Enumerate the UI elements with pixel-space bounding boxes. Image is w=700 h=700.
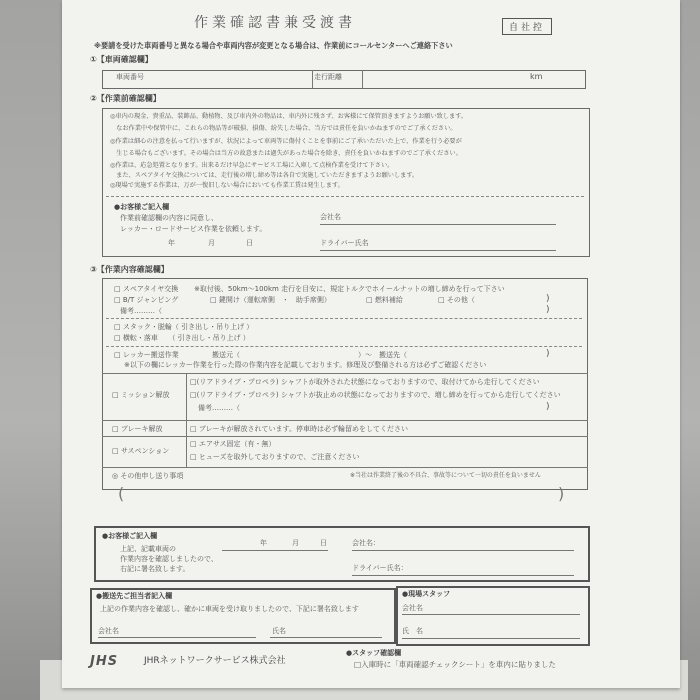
customer-heading: ●お客様ご記入欄 bbox=[114, 203, 170, 211]
paren-close: ) bbox=[558, 484, 565, 503]
paren-close: ) bbox=[546, 294, 550, 304]
remarks-label: 備考………（ bbox=[198, 404, 240, 412]
note-line: なお作業中や保管中に、これらの物品等が破損、損傷、紛失した場合、当方では責任を負いかねますのでご了承ください。 bbox=[110, 125, 457, 132]
driver-label: ドライバー氏名 bbox=[320, 239, 369, 247]
date-day: 日 bbox=[320, 539, 327, 547]
customer2-heading: ●お客様ご記入欄 bbox=[102, 532, 158, 540]
stack-check: □ スタック・脱輪（ 引き出し・吊り上げ ） bbox=[114, 323, 254, 331]
customer2-text: 上記、記載車両の bbox=[120, 545, 176, 553]
other-items-label: ◎ その他申し送り事項 bbox=[112, 472, 184, 480]
divider bbox=[312, 70, 313, 88]
suspension-option: □ ヒューズを取外しておりますので、ご注意ください bbox=[190, 453, 360, 461]
site-staff-heading: ●現場スタッフ bbox=[402, 590, 451, 598]
note-line: 生じる場合もございます。その場合は当方の故意または過失があった場合を除き、責任を負いかねますのでご了承ください。 bbox=[110, 150, 462, 157]
dashed-divider bbox=[106, 346, 582, 347]
company-label: 会社名 bbox=[402, 604, 423, 612]
name-label: 氏 名 bbox=[402, 627, 423, 635]
staff-check-item: □入庫時に「車両確認チェックシート」を車内に貼りました bbox=[354, 660, 556, 669]
driver-label: ドライバー氏名： bbox=[352, 564, 408, 572]
signature-line bbox=[320, 224, 556, 225]
signature-line bbox=[352, 550, 574, 551]
signature-line bbox=[222, 550, 328, 551]
date-month: 月 bbox=[292, 539, 299, 547]
signature-line bbox=[402, 614, 580, 615]
document-sheet bbox=[62, 0, 680, 688]
company-logo: JHS bbox=[90, 654, 119, 669]
signature-line bbox=[352, 575, 574, 576]
mission-option: □(リアドライブ・プロペラ) シャフトが取外された状態になっておりますので、取付けてから走行してください bbox=[190, 378, 540, 386]
spare-tire-check: □ スペアタイヤ交換 bbox=[114, 285, 179, 293]
tow-from: 搬送元（ bbox=[212, 351, 240, 359]
company-label: 会社名： bbox=[352, 539, 380, 547]
customer2-text: 右記に署名致します。 bbox=[120, 565, 190, 573]
page-title: 作業確認書兼受渡書 bbox=[194, 15, 356, 31]
suspension-label: □ サスペンション bbox=[112, 447, 170, 455]
receiver-text: 上記の作業内容を確認し、確かに車両を受け取りましたので、下記に署名致します bbox=[100, 605, 359, 613]
signature-line bbox=[320, 250, 556, 251]
receiver-heading: ●搬送先ご担当者記入欄 bbox=[96, 592, 173, 600]
signature-line bbox=[270, 637, 382, 638]
liability-note: ※当社は作業終了後の不具合、事故等について一切の責任を負いません bbox=[350, 472, 541, 479]
company-name: JHRネットワークサービス株式会社 bbox=[144, 656, 286, 666]
header-notice: ※要請を受けた車両番号と異なる場合や車両内容が変更となる場合は、作業前にコールセンターへご連絡下さい bbox=[94, 41, 453, 50]
grid-line bbox=[102, 373, 588, 374]
customer-text: 作業前確認欄の内容に同意し、 bbox=[120, 214, 218, 222]
mission-label: □ ミッション解放 bbox=[112, 391, 170, 399]
note-line: ◎現場で実施する作業は、万が一復旧しない場合においても作業工賃は発生します。 bbox=[110, 182, 344, 189]
brake-text: □ ブレーキが解放されています。停車時は必ず輪留めをしてください bbox=[190, 425, 408, 433]
mileage-unit: km bbox=[530, 72, 543, 81]
spare-tire-note: ※取付後、50km〜100km 走行を目安に、規定トルクでホイールナットの増し締めを行って下さい bbox=[194, 285, 505, 293]
section3-heading: ③【作業内容確認欄】 bbox=[90, 265, 169, 274]
rollover-check: □ 横転・落車 （ 引き出し・吊り上げ ） bbox=[114, 334, 250, 342]
company-label: 会社名 bbox=[98, 627, 119, 635]
dashed-divider bbox=[106, 196, 584, 197]
jumping-check: □ B/T ジャンピング bbox=[114, 296, 179, 304]
date-year: 年 bbox=[168, 239, 175, 247]
date-year: 年 bbox=[260, 539, 267, 547]
divider bbox=[362, 70, 363, 88]
copy-stamp: 自社控 bbox=[502, 18, 552, 35]
note-line: ◎作業は細心の注意を払って行いますが、状況によって車両等に傷付くことを事前にご了承いただいた上で、作業を行う必要が bbox=[110, 138, 462, 145]
note-line: ◎車内の現金、貴重品、装飾品、動植物、及び車内外の物品は、車内外に残さず、お客様にて保管頂きますようお願い致します。 bbox=[110, 113, 468, 120]
mileage-label: 走行距離 bbox=[314, 73, 342, 81]
signature-line bbox=[98, 637, 256, 638]
company-label: 会社名 bbox=[320, 213, 341, 221]
other-check: □ その他（ bbox=[438, 296, 475, 304]
section1-heading: ①【車両確認欄】 bbox=[90, 55, 153, 64]
plate-label: 車両番号 bbox=[116, 73, 144, 81]
grid-line bbox=[102, 436, 588, 437]
vehicle-info-box bbox=[102, 70, 586, 89]
paren-open: ( bbox=[118, 484, 125, 503]
date-month: 月 bbox=[208, 239, 215, 247]
staff-check-heading: ●スタッフ確認欄 bbox=[346, 649, 402, 657]
customer2-text: 作業内容を確認しましたので、 bbox=[120, 555, 218, 563]
mission-option: □(リアドライブ・プロペラ) シャフトが抜止めの状態になっておりますので、増し締めを行ってから走行してください bbox=[190, 391, 561, 399]
paren-close: ) bbox=[546, 305, 550, 315]
note-line: ◎作業は、応急処置となります。出来るだけ早急にサービス工場に入庫して点検作業を受けて下さい。 bbox=[110, 162, 394, 169]
grid-line bbox=[102, 467, 588, 468]
paren-close: ) bbox=[546, 402, 550, 412]
paren-close: ) bbox=[546, 349, 550, 359]
section2-heading: ②【作業前確認欄】 bbox=[90, 94, 161, 103]
remarks-label: 備考………（ bbox=[120, 307, 162, 315]
name-label: 氏名 bbox=[272, 627, 286, 635]
note-line: また、スペアタイヤ交換については、走行後の増し締め等は各自で実施していただきますようお願いします。 bbox=[110, 172, 419, 179]
dashed-divider bbox=[106, 318, 582, 319]
suspension-option: □ エアサス固定（有・無） bbox=[190, 440, 276, 448]
brake-label: □ ブレーキ解放 bbox=[112, 425, 163, 433]
customer-text: レッカー・ロードサービス作業を依頼します。 bbox=[120, 225, 267, 233]
key-open-check: □ 鍵開け（運転席側 ・ 助手席側） bbox=[210, 296, 331, 304]
fuel-check: □ 燃料補給 bbox=[366, 296, 403, 304]
grid-line bbox=[102, 420, 588, 421]
tow-to: ）〜 搬送先（ bbox=[358, 351, 407, 359]
date-day: 日 bbox=[246, 239, 253, 247]
tow-check: □ レッカー搬送作業 bbox=[114, 351, 179, 359]
tow-note: ※以下の欄にレッカー作業を行った際の作業内容を記載しております。修理及び整備される方は必ずご確認ください bbox=[124, 361, 487, 369]
signature-line bbox=[402, 638, 580, 639]
